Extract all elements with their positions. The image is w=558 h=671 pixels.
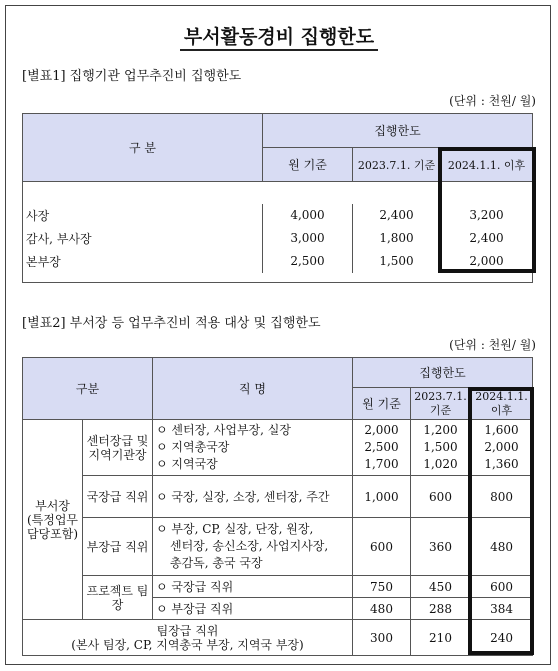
sub-center: 센터장급 및 지역기관장	[83, 420, 153, 476]
bureau-item: ㅇ 국장, 실장, 소장, 센터장, 주간	[153, 476, 353, 518]
row-name: 감사, 부사장	[23, 227, 263, 250]
cell-2023: 288	[411, 598, 471, 620]
table1	[22, 113, 533, 283]
table2-col-group: 구분	[23, 358, 153, 420]
cell-2024: 384	[471, 598, 533, 620]
team-leader	[23, 620, 353, 656]
cell-2023: 210	[411, 620, 471, 656]
row-name: 사장	[23, 204, 263, 227]
cell-2023: 450	[411, 576, 471, 598]
list-item: ㅇ 센터장, 사업부장, 실장	[156, 423, 291, 437]
table2-col-2024: 2024.1.1. 이후	[471, 388, 533, 420]
list-item: 총감독, 총국 국장	[170, 556, 263, 570]
cell-2024: 1,600	[484, 423, 519, 437]
table1-unit: (단위 : 천원/ 월)	[449, 94, 536, 108]
table2-col-limit: 집행한도	[353, 358, 533, 388]
cell-2024: 2,000	[441, 250, 533, 273]
sub-bureau: 국장급 직위	[83, 476, 153, 518]
table2-col-position: 직 명	[153, 358, 353, 420]
table-row	[23, 576, 533, 598]
group-dept: 부서장 (특정업무 담당포함)	[23, 420, 83, 620]
table2-unit: (단위 : 천원/ 월)	[449, 338, 536, 352]
cell-2024: 480	[471, 518, 533, 576]
center-base	[353, 420, 411, 476]
table2-heading: [별표2] 부서장 등 업무추진비 적용 대상 및 집행한도	[22, 316, 321, 331]
table1-col-limit: 집행한도	[263, 114, 533, 148]
cell-2024: 800	[471, 476, 533, 518]
cell-base: 1,000	[353, 476, 411, 518]
cell-base: 480	[353, 598, 411, 620]
team-leader-title: 팀장급 직위	[156, 623, 219, 638]
table2-col-2023: 2023.7.1. 기준	[411, 388, 471, 420]
cell-base: 1,700	[364, 457, 399, 471]
table-row	[23, 227, 533, 250]
cell-2023: 1,800	[353, 227, 441, 250]
cell-base: 300	[353, 620, 411, 656]
list-item: ㅇ 지역국장	[156, 457, 218, 471]
list-item: ㅇ 부장, CP, 실장, 단장, 원장,	[156, 522, 314, 536]
cell-base: 600	[353, 518, 411, 576]
table1-col-group: 구 분	[23, 114, 263, 182]
table-row	[23, 620, 533, 656]
cell-base: 2,500	[364, 440, 399, 454]
cell-2024: 2,400	[441, 227, 533, 250]
row-name: 본부장	[23, 250, 263, 273]
cell-2024: 2,000	[484, 440, 519, 454]
table2-col-base: 원 기준	[353, 388, 411, 420]
table1-heading: [별표1] 집행기관 업무추진비 집행한도	[22, 69, 242, 84]
center-2023	[411, 420, 471, 476]
table2	[22, 357, 533, 656]
list-item: ㅇ 지역총국장	[156, 440, 230, 454]
cell-base: 3,000	[263, 227, 353, 250]
table1-col-base: 원 기준	[263, 148, 353, 182]
table1-col-2024: 2024.1.1. 이후	[441, 148, 533, 182]
page-title: 부서활동경비 집행한도	[0, 22, 558, 49]
cell-2023: 1,500	[423, 440, 458, 454]
cell-2023: 2,400	[353, 204, 441, 227]
sub-project: 프로젝트 팀장	[83, 576, 153, 620]
cell-2023: 600	[411, 476, 471, 518]
center-items	[153, 420, 353, 476]
cell-2023: 1,020	[423, 457, 458, 471]
table-row	[23, 420, 533, 476]
cell-base: 4,000	[263, 204, 353, 227]
table-row	[23, 518, 533, 576]
cell-2023: 360	[411, 518, 471, 576]
table1-col-2023: 2023.7.1. 기준	[353, 148, 441, 182]
cell-base: 2,000	[364, 423, 399, 437]
team-leader-note: (본사 팀장, CP, 지역총국 부장, 지역국 부장)	[71, 637, 304, 652]
cell-2023: 1,500	[353, 250, 441, 273]
table-row	[23, 250, 533, 273]
table-row	[23, 204, 533, 227]
center-2024	[471, 420, 533, 476]
deputy-items	[153, 518, 353, 576]
cell-2024: 3,200	[441, 204, 533, 227]
cell-base: 750	[353, 576, 411, 598]
cell-2023: 1,200	[423, 423, 458, 437]
sub-deputy: 부장급 직위	[83, 518, 153, 576]
project-item: ㅇ 부장급 직위	[153, 598, 353, 620]
cell-2024: 1,360	[484, 457, 519, 471]
cell-base: 2,500	[263, 250, 353, 273]
cell-2024: 240	[471, 620, 533, 656]
cell-2024: 600	[471, 576, 533, 598]
project-item: ㅇ 국장급 직위	[153, 576, 353, 598]
list-item: 센터장, 송신소장, 사업지사장,	[170, 539, 329, 553]
table-row	[23, 476, 533, 518]
